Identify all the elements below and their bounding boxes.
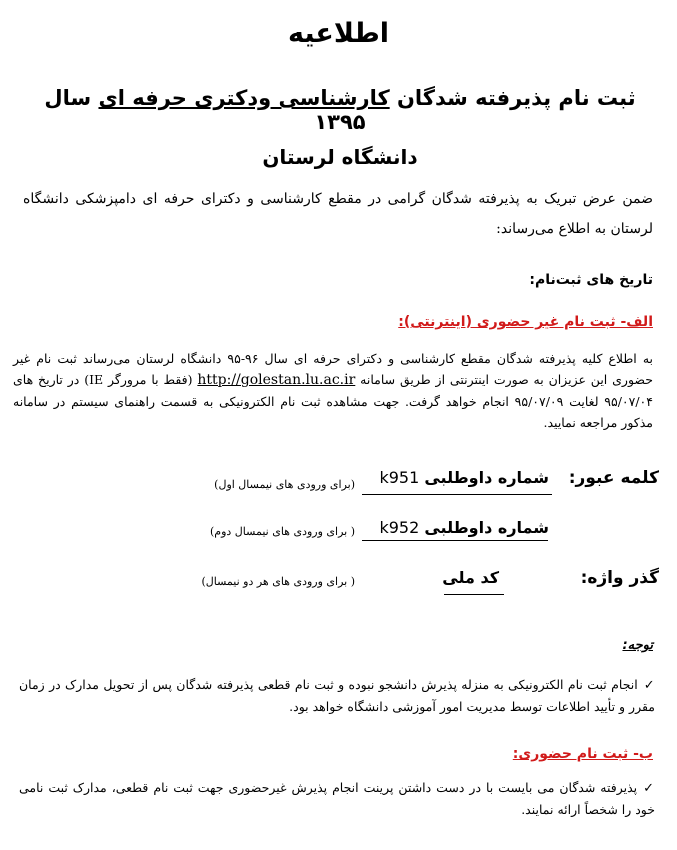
row2-value: شماره داوطلبی xyxy=(424,518,549,537)
row2-underline xyxy=(362,540,548,541)
section-b-paragraph xyxy=(19,777,655,820)
section-b-heading: ب- ثبت نام حضوری: xyxy=(512,746,653,762)
section-a-text-1: به اطلاع کلیه پذیرفته شدگان مقطع کارشناسی و دکترای حرفه ای سال ۹۶-۹۵ دانشگاه لرستان می‌رساند ثبت نام غیر حضوری این عزیزان به صورت اینترنتی از طریق سامانه xyxy=(13,351,653,387)
intro-paragraph: ضمن عرض تبریک به پذیرفته شدگان گرامی در مقطع کارشناسی و دکترای حرفه ای دامپزشکی دانشگاه لرستان به اطلاع می‌رساند: xyxy=(23,191,653,237)
note-heading: توجه: xyxy=(622,638,653,653)
username-label: کلمه عبور: xyxy=(568,468,659,488)
check-icon: ✓ xyxy=(643,678,655,693)
row2-code: k952 xyxy=(379,518,420,537)
row2-note: ( برای ورودی های نیمسال دوم) xyxy=(210,525,355,538)
section-a-heading: الف- ثبت نام غیر حضوری (اینترنتی): xyxy=(398,314,653,330)
check-icon: ✓ xyxy=(643,781,655,796)
subtitle-part-2: کارشناسی ودکتری حرفه ای xyxy=(98,86,390,110)
row1-code: k951 xyxy=(379,468,420,487)
subtitle-part-1: ثبت نام پذیرفته شدگان xyxy=(389,86,636,110)
credential-row-2 xyxy=(379,518,549,537)
row3-value: کد ملی xyxy=(442,568,499,587)
credential-row-1 xyxy=(379,468,549,487)
note-paragraph xyxy=(19,674,655,717)
row1-value: شماره داوطلبی xyxy=(424,468,549,487)
note-text: انجام ثبت نام الکترونیکی به منزله پذیرش دانشجو نبوده و ثبت نام قطعی پذیرفته شدگان پس از تحویل مدارک در زمان مقرر و تأیید اطلاعات توسط مدیریت امور آموزشی دانشگاه خواهد بود. xyxy=(19,677,655,714)
section-b-text: پذیرفته شدگان می بایست با در دست داشتن پرینت انجام پذیرش غیرحضوری جهت ثبت نام قطعی، مدارک ثبت نامی خود را شخصاً ارائه نمایند. xyxy=(19,780,655,817)
password-label: گذر واژه: xyxy=(580,568,659,588)
page-subtitle xyxy=(40,86,640,134)
golestan-link[interactable]: http://golestan.lu.ac.ir xyxy=(197,372,356,388)
dates-heading: تاریخ های ثبت‌نام: xyxy=(529,272,653,288)
row3-underline xyxy=(444,594,504,595)
row3-note: ( برای ورودی های هر دو نیمسال) xyxy=(201,575,355,588)
row1-underline xyxy=(362,494,552,495)
section-a-text-2: (فقط با مرورگر IE) در تاریخ های ۹۵/۰۷/۰۴ لغایت ۹۵/۰۷/۰۹ انجام خواهد گرفت. جهت مشاهده ثبت نام الکترونیکی به قسمت راهنمای سیستم در سامانه مذکور مراجعه نمایید. xyxy=(13,372,653,430)
subtitle-part-3: سال ۱۳۹۵ xyxy=(44,86,366,134)
university-name: دانشگاه لرستان xyxy=(262,145,418,169)
section-a-paragraph xyxy=(13,348,653,433)
row1-note: (برای ورودی های نیمسال اول) xyxy=(214,478,355,491)
page-title: اطلاعیه xyxy=(287,18,390,49)
